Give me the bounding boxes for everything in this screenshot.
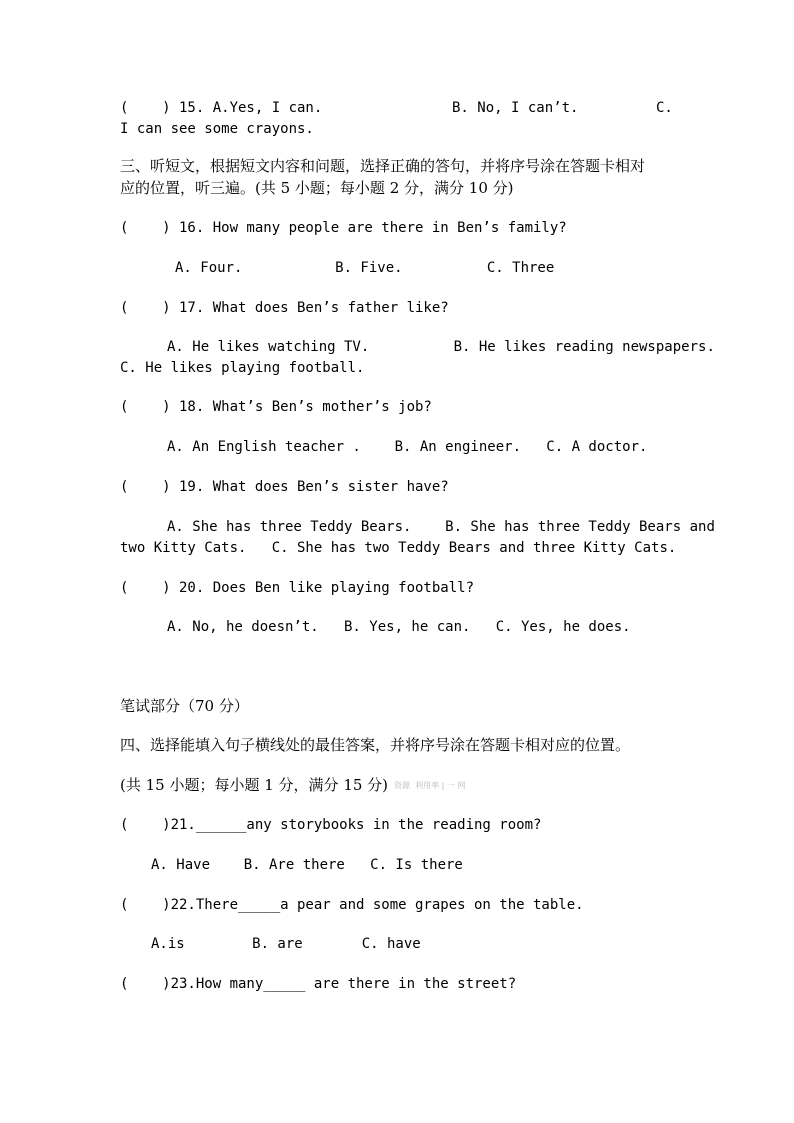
- q15-option-b: B. No, I can’t.: [452, 100, 579, 116]
- section4-heading-line1: 四、选择能填入句子横线处的最佳答案，并将序号涂在答题卡相对应的位置。: [120, 736, 631, 754]
- q15-line: [120, 99, 673, 117]
- section3-heading-line2: 应的位置，听三遍。(共 5 小题；每小题 2 分，满分 10 分): [120, 179, 514, 197]
- q22-options: A.is B. are C. have: [151, 936, 421, 952]
- q17-options: A. He likes watching TV. B. He likes reading newspapers.: [167, 339, 715, 355]
- section4-heading-text: (共 15 小题；每小题 1 分，满分 15 分): [120, 776, 389, 794]
- section4-heading-line2: [120, 776, 465, 795]
- q19-question: ( ) 19. What does Ben’s sister have?: [120, 479, 449, 495]
- q15-option-c: C.: [656, 100, 673, 116]
- q21-options: A. Have B. Are there C. Is there: [151, 857, 463, 873]
- written-part-title: 笔试部分（70 分）: [120, 697, 249, 715]
- q15-question: ( ) 15. A.Yes, I can.: [120, 100, 323, 116]
- q18-options: A. An English teacher . B. An engineer. C. A doctor.: [167, 439, 648, 455]
- q20-question: ( ) 20. Does Ben like playing football?: [120, 580, 475, 596]
- q19-options: A. She has three Teddy Bears. B. She has three Teddy Bears and: [167, 519, 715, 535]
- q17-continuation: C. He likes playing football.: [120, 360, 365, 376]
- watermark-text: 资源 利用率 | 一 网: [394, 781, 466, 790]
- q18-question: ( ) 18. What’s Ben’s mother’s job?: [120, 399, 432, 415]
- section3-heading-line1: 三、听短文，根据短文内容和问题，选择正确的答句，并将序号涂在答题卡相对: [120, 157, 646, 175]
- q21-question: ( )21.______any storybooks in the reading room?: [120, 817, 542, 833]
- q15-continuation: I can see some crayons.: [120, 121, 314, 137]
- q19-continuation: two Kitty Cats. C. She has two Teddy Bears and three Kitty Cats.: [120, 540, 677, 556]
- q16-options: A. Four. B. Five. C. Three: [175, 260, 555, 276]
- q16-question: ( ) 16. How many people are there in Ben’s family?: [120, 220, 567, 236]
- q17-question: ( ) 17. What does Ben’s father like?: [120, 300, 449, 316]
- q22-question: ( )22.There_____a pear and some grapes on the table.: [120, 897, 584, 913]
- q23-question: ( )23.How many_____ are there in the street?: [120, 976, 517, 992]
- q20-options: A. No, he doesn’t. B. Yes, he can. C. Yes, he does.: [167, 619, 631, 635]
